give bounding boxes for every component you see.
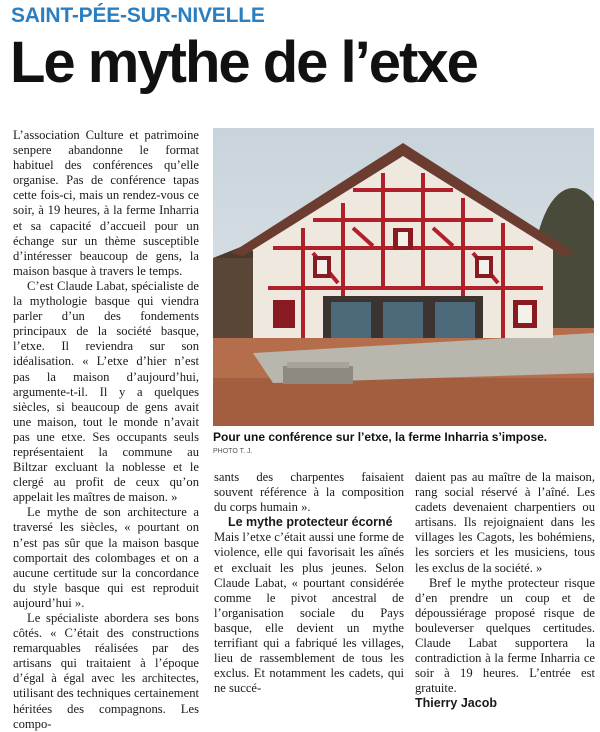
- paragraph-intro: L’association Culture et patrimoine senpere abandonne le format habituel des conférences qu’elle organise. Pas de conférence tapas cette fois-ci, mais un rendez-vous ce soir, à 19 heures, à la ferme Inharria et sa capacité d’accueil pour un échange sur un thème susceptible d’intéresser beaucoup de gens, la maison basque à travers le temps.: [13, 128, 199, 278]
- photo-credit: PHOTO T. J.: [213, 448, 253, 455]
- farmhouse-illustration: [213, 128, 594, 426]
- paragraph-conclusion: Bref le mythe protecteur risque d’en prendre un coup et de dépoussiérage proposé risque de bouleverser quelques certitudes. Claude Labat supportera la contradiction à la ferme Inharria ce soir à 19 heures. L’entrée est gratuite.: [415, 575, 595, 696]
- paragraph-continuation: sants des charpentes faisaient souvent référence à la composition du corps humain ».: [214, 470, 404, 515]
- article-column-2: [214, 470, 404, 696]
- article-headline: Le mythe de l’etxe: [10, 30, 477, 95]
- paragraph-violence: Mais l’etxe c’était aussi une forme de violence, elle qui favorisait les aînés et excluait les plus jeunes. Selon Claude Labat, « pourtant considérée comme le pivot ancestral de l’organisation sociale du Pays basque, elle devient un mythe terrifiant qui a fabriqué les villages, lieu de rassemblement de tous les exclus. Et notamment les cadets, qui ne succé-: [214, 530, 404, 696]
- paragraph-cadets: daient pas au maître de la maison, rang social réservé à l’aîné. Les cadets devenaient charpentiers ou artisans. Ils rejoignaient dans les villages les Cagots, les bohémiens, les sorciers et les musiciens, tous les exclus de la société. »: [415, 470, 595, 575]
- paragraph-speaker: C’est Claude Labat, spécialiste de la mythologie basque qui viendra parler d’un des fondements principaux de la société basque, l’etxe. Il reviendra sur son idéalisation. « L’etxe d’hier n’est pas la maison d’aujourd’hui, argumente-t-il. Il y a quelques siècles, si beaucoup de gens avait une maison, tout le monde n’avait pas une etxe. Ses occupants seuls représentaient la commune au Biltzar excluant la noblesse et le clergé au profit de ceux qu’on appelait les maîtres de maison. »: [13, 278, 199, 505]
- article-column-3: [415, 470, 595, 712]
- section-kicker: SAINT-PÉE-SUR-NIVELLE: [11, 4, 265, 27]
- paragraph-good-sides: Le spécialiste abordera ses bons côtés. « C’était des constructions remarquables réalisées par des artisans qui traitaient à l’époque d’égal à égal avec les architectes, utilisant des techniques certainement héritées des compagnons. Les compo-: [13, 611, 199, 731]
- author-signature: Thierry Jacob: [415, 696, 497, 711]
- paragraph-architecture: Le mythe de son architecture a traversé les siècles, « pourtant on n’est pas sûr que la maison basque comportait des colombages et on a aucune certitude sur la concordance du style basque qui est reproduit aujourd’hui ».: [13, 505, 199, 610]
- section-subheading: Le mythe protecteur écorné: [228, 515, 393, 530]
- article-column-1: [13, 128, 199, 732]
- photo-caption: Pour une conférence sur l’etxe, la ferme Inharria s’impose.: [213, 430, 548, 444]
- farm-photo: [213, 128, 594, 426]
